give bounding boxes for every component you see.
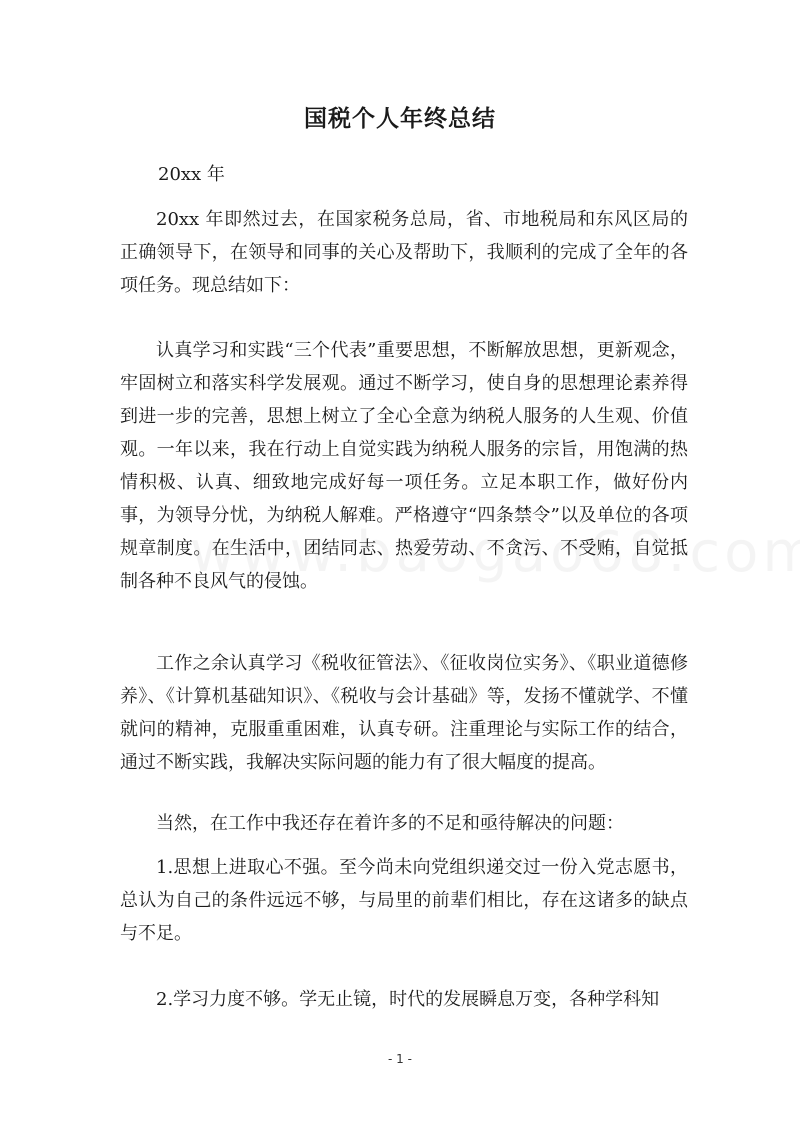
paragraph-intro: 20xx 年即然过去，在国家税务总局，省、市地税局和东风区局的正确领导下，在领导和同事的关心及帮助下，我顺利的完成了全年的各项任务。现总结如下： [120,209,688,296]
document-date: 20xx 年 [158,164,225,185]
paragraph-learning: 工作之余认真学习《税收征管法》、《征收岗位实务》、《职业道德修养》、《计算机基础知识》、《税收与会计基础》等，发扬不懂就学、不懂就问的精神，克服重重困难，认真专研。注重理论与实际工作的结合，通过不断实践，我解决实际问题的能力有了很大幅度的提高。 [120,653,688,773]
paragraph-point-2: 2.学习力度不够。学无止镜，时代的发展瞬息万变，各种学科知 [156,989,660,1010]
document-title: 国税个人年终总结 [304,105,496,132]
paragraph-study-practice: 认真学习和实践“三个代表”重要思想，不断解放思想，更新观念，牢固树立和落实科学发展观。通过不断学习，使自身的思想理论素养得到进一步的完善，思想上树立了全心全意为纳税人服务的人生观、价值观。一年以来，我在行动上自觉实践为纳税人服务的宗旨，用饱满的热情积极、认真、细致地完成好每一项任务。立足本职工作，做好份内事，为领导分忧，为纳税人解难。严格遵守“四条禁令”以及单位的各项规章制度。在生活中，团结同志、热爱劳动、不贪污、不受贿，自觉抵制各种不良风气的侵蚀。 [120,340,688,592]
paragraph-point-1: 1.思想上进取心不强。至今尚未向党组织递交过一份入党志愿书，总认为自己的条件远远不够，与局里的前辈们相比，存在这诸多的缺点与不足。 [120,857,688,944]
page-number: - 1 - [388,1052,412,1066]
paragraph-shortcomings: 当然，在工作中我还存在着许多的不足和亟待解决的问题： [156,813,624,834]
